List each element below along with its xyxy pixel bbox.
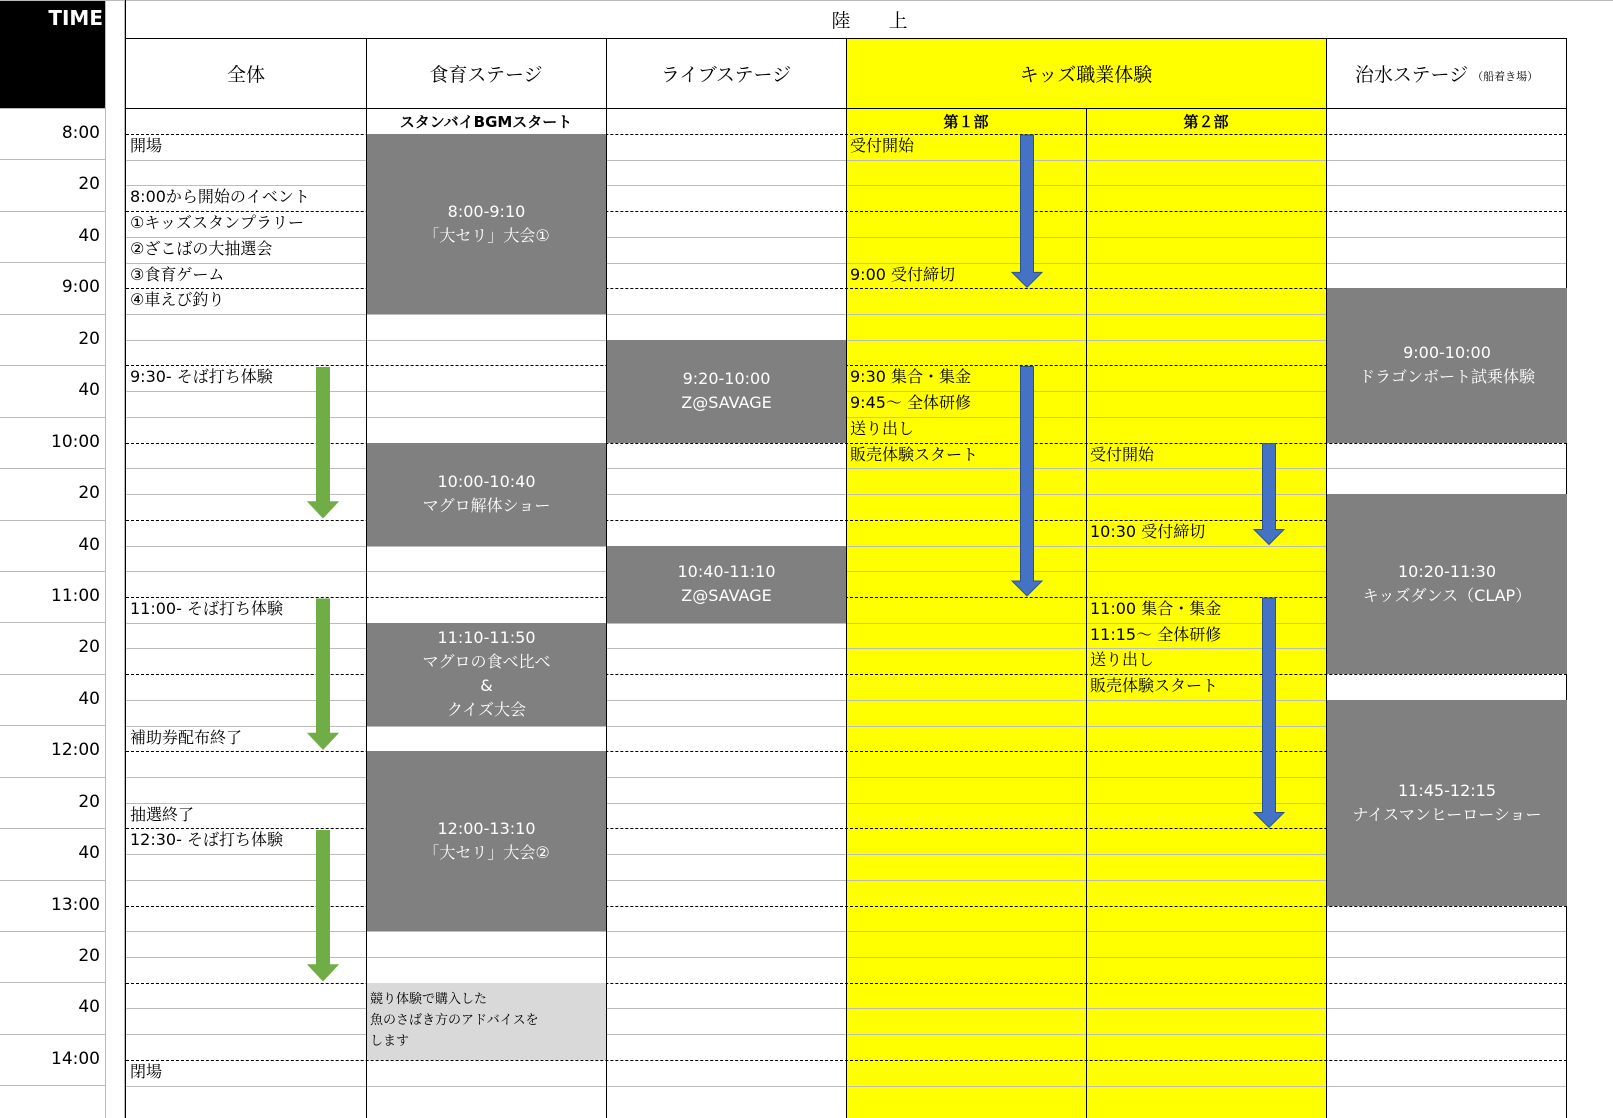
time-row-line: [0, 1085, 105, 1086]
chisui-event-block-line: 9:00-10:00: [1403, 343, 1491, 363]
time-row-line: [0, 417, 105, 418]
time-row-line: [0, 1034, 105, 1035]
live-event-block: [607, 340, 846, 443]
column-header-label: 食育ステージ: [429, 63, 543, 86]
time-label: 14:00: [51, 1048, 100, 1069]
time-header-label: TIME: [48, 6, 103, 30]
kids-part2-item: 11:15～ 全体研修: [1090, 624, 1222, 644]
time-label: 40: [78, 688, 100, 709]
time-label: 40: [78, 225, 100, 246]
zentai-item: ②ざこばの大抽選会: [130, 238, 273, 258]
chisui-event-block-line: ナイスマンヒーローショー: [1352, 804, 1542, 824]
zentai-item: 閉場: [130, 1061, 163, 1081]
kids-part2-item: 受付開始: [1090, 444, 1155, 464]
time-row-line: [0, 674, 105, 675]
shokuiku-note-line: 魚のさばき方のアドバイスを: [370, 1012, 539, 1028]
time-label: 20: [78, 637, 100, 658]
time-row-line: [0, 520, 105, 521]
zentai-item: ③食育ゲーム: [130, 264, 225, 284]
zentai-item: 補助券配布終了: [130, 727, 243, 747]
shokuiku-event-block-line: マグロ解体ショー: [422, 496, 551, 516]
time-label: 20: [78, 946, 100, 967]
col-line-4: [1086, 108, 1087, 1118]
live-event-block-line: Z@SAVAGE: [681, 586, 772, 606]
time-label: 9:00: [61, 277, 100, 298]
time-column-bar: [105, 0, 125, 1118]
kids-part1-item: 販売体験スタート: [850, 444, 979, 464]
kids-part1-item: 9:45～ 全体研修: [850, 393, 972, 413]
time-row-line: [0, 880, 105, 881]
main-group-header: 陸 上: [831, 9, 908, 32]
column-header-label: ライブステージ: [660, 63, 792, 86]
time-label: 13:00: [51, 894, 100, 915]
kids-part2-item: 送り出し: [1090, 650, 1155, 670]
shokuiku-event-block-line: 12:00-13:10: [437, 819, 536, 839]
zentai-item: 開場: [130, 136, 163, 155]
time-row-line: [0, 262, 105, 263]
time-row-line: [0, 725, 105, 726]
live-event-block-line: 10:40-11:10: [677, 562, 776, 582]
chisui-event-block: [1327, 288, 1567, 442]
kids-part1-item: 送り出し: [850, 418, 915, 438]
live-event-block-line: Z@SAVAGE: [681, 393, 772, 413]
chisui-event-block-line: 10:20-11:30: [1398, 562, 1496, 582]
time-label: 8:00: [61, 123, 100, 143]
time-label: 11:00: [51, 585, 100, 606]
zentai-item: ④車えび釣り: [130, 290, 225, 310]
time-row-line: [0, 211, 105, 212]
column-header-label: 全体: [226, 63, 265, 86]
shokuiku-note-line: します: [370, 1033, 410, 1049]
sheet-top-line: [0, 0, 1613, 1]
time-label: 20: [78, 791, 100, 812]
col-line-3: [846, 38, 847, 1118]
shokuiku-note-line: 競り体験で購入した: [370, 991, 488, 1007]
col-line-time-edge: [125, 0, 126, 1118]
time-label: 20: [78, 328, 100, 349]
chisui-event-block-line: キッズダンス（CLAP）: [1362, 586, 1532, 606]
header-shokuiku: [366, 38, 606, 108]
time-row-line: [0, 159, 105, 160]
time-label: 40: [78, 534, 100, 555]
shokuiku-note-block: [367, 983, 606, 1060]
zentai-item: ①キッズスタンプラリー: [130, 213, 305, 233]
shokuiku-event-block-line: 「大セリ」大会②: [423, 843, 550, 863]
chisui-event-block: [1327, 700, 1567, 906]
shokuiku-event-block-line: 11:10-11:50: [437, 628, 536, 648]
time-row-line: [0, 982, 105, 983]
kids-part1-item: 9:00 受付締切: [850, 264, 956, 284]
time-label: 40: [78, 843, 100, 864]
time-label: 40: [78, 997, 100, 1018]
kids-part2-item: 11:00 集合・集金: [1090, 598, 1222, 618]
standby-header: スタンバイBGMスタート: [399, 112, 573, 131]
live-event-block-line: 9:20-10:00: [682, 369, 771, 389]
header-chisui: [1326, 38, 1567, 108]
shokuiku-event-block: [367, 443, 606, 546]
header-kids: [846, 38, 1326, 108]
time-label: 40: [78, 380, 100, 401]
zentai-item: 8:00から開始のイベント: [130, 187, 310, 207]
zentai-item: 11:00- そば打ち体験: [130, 598, 283, 618]
kids-part1-header: 第１部: [943, 112, 989, 131]
time-row-line: [0, 365, 105, 366]
shokuiku-event-block-line: 「大セリ」大会①: [423, 226, 550, 246]
header-live: [606, 38, 846, 108]
column-header-label: 治水ステージ: [1354, 63, 1469, 86]
kids-part2-header: 第２部: [1183, 112, 1229, 131]
time-row-line: [0, 931, 105, 932]
column-header-label: キッズ職業体験: [1019, 63, 1153, 86]
time-row-line: [0, 622, 105, 623]
zentai-item: 抽選終了: [130, 804, 195, 824]
shokuiku-event-block: [367, 623, 606, 726]
time-label: 20: [78, 483, 100, 504]
chisui-event-block: [1327, 494, 1567, 674]
time-row-line: [0, 468, 105, 469]
time-label: 20: [78, 174, 100, 195]
header-zentai: [126, 38, 366, 108]
shokuiku-event-block-line: 8:00-9:10: [447, 202, 526, 222]
kids-part2-item: 10:30 受付締切: [1090, 521, 1206, 541]
time-row-line: [0, 828, 105, 829]
chisui-event-block-line: ドラゴンボート試乗体験: [1358, 367, 1535, 387]
zentai-item: 12:30- そば打ち体験: [130, 830, 283, 850]
shokuiku-event-block: [367, 134, 606, 314]
time-label: 10:00: [51, 431, 100, 452]
shokuiku-event-block-line: マグロの食べ比べ: [422, 652, 551, 672]
kids-part2-item: 販売体験スタート: [1090, 676, 1219, 696]
time-row-line: [0, 108, 105, 109]
shokuiku-event-block-line: 10:00-10:40: [437, 472, 536, 492]
time-row-line: [0, 571, 105, 572]
shokuiku-event-block-line: &: [480, 676, 493, 696]
kids-part1-item: 9:30 集合・集金: [850, 367, 972, 387]
time-row-line: [0, 777, 105, 778]
chisui-event-block-line: 11:45-12:15: [1398, 780, 1496, 800]
zentai-item: 9:30- そば打ち体験: [130, 367, 273, 387]
shokuiku-event-block-line: クイズ大会: [446, 700, 527, 720]
shokuiku-event-block: [367, 751, 606, 931]
live-event-block: [607, 546, 846, 623]
kids-part1-item: 受付開始: [850, 136, 915, 155]
time-label: 12:00: [51, 740, 100, 761]
chisui-note: （船着き場）: [1472, 70, 1539, 83]
time-row-line: [0, 314, 105, 315]
